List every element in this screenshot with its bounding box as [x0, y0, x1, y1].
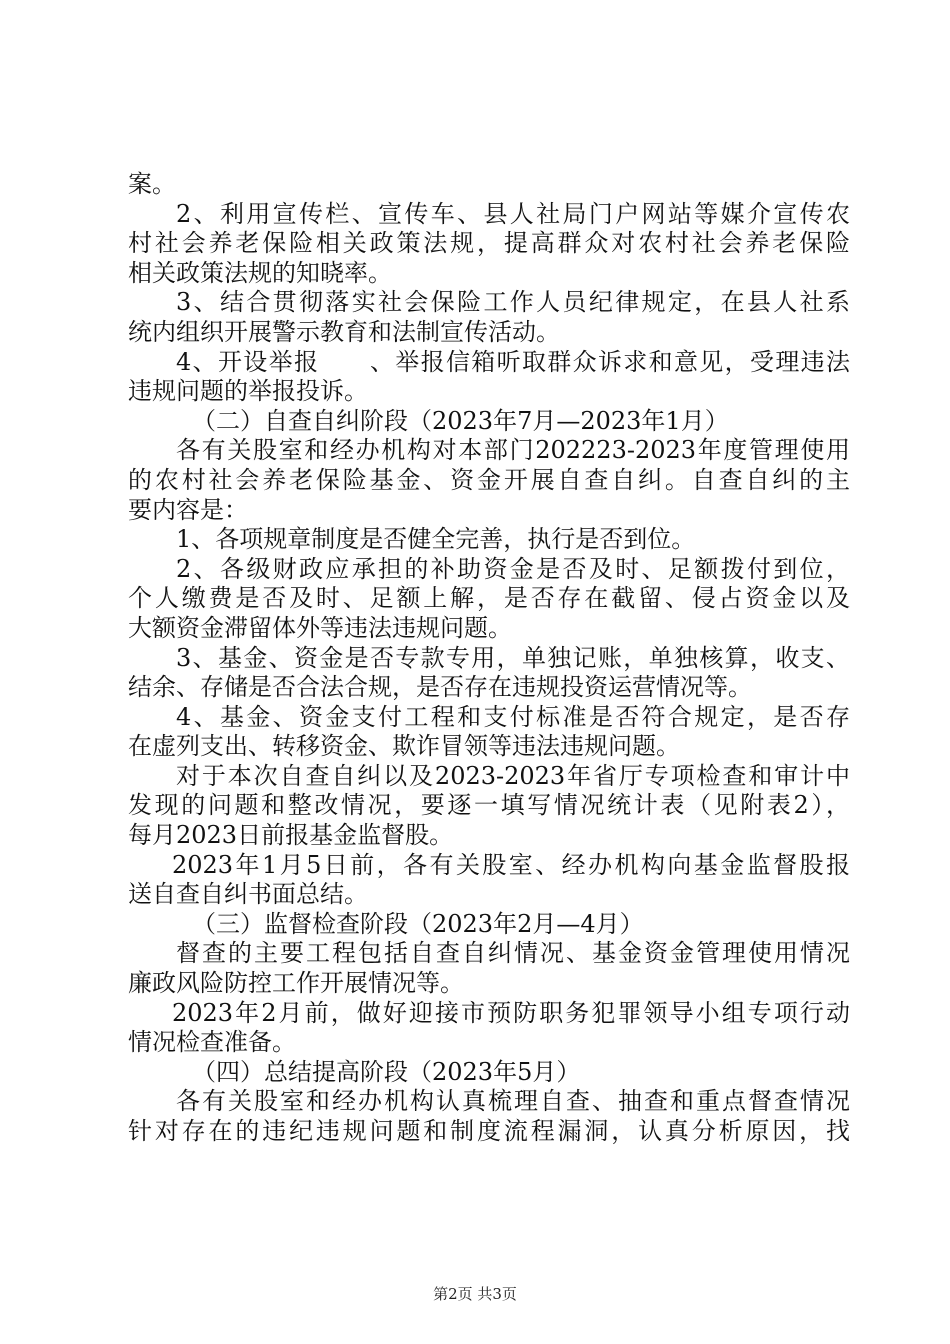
text-line: 违规问题的举报投诉。: [128, 377, 368, 406]
text-line: 送自查自纠书面总结。: [128, 880, 368, 909]
text-line: 个人缴费是否及时、足额上解，是否存在截留、侵占资金以及: [128, 584, 850, 613]
section-heading: （四）总结提高阶段（2023年5月）: [192, 1057, 581, 1086]
text-line: 发现的问题和整改情况，要逐一填写情况统计表（见附表2），: [128, 791, 850, 820]
section-heading: （二）自查自纠阶段（2023年7月—2023年1月）: [192, 406, 729, 435]
text-line: 针对存在的违纪违规问题和制度流程漏洞，认真分析原因，找: [128, 1117, 850, 1145]
text-line: 1、各项规章制度是否健全完善，执行是否到位。: [176, 525, 696, 554]
text-line: 案。: [128, 170, 176, 198]
text-line: 每月2023日前报基金监督股。: [128, 821, 454, 850]
text-line: 4、开设举报 、举报信箱听取群众诉求和意见，受理违法: [176, 347, 850, 376]
text-line: 2023年1月5日前，各有关股室、经办机构向基金监督股报: [172, 850, 850, 879]
text-line: 的农村社会养老保险基金、资金开展自查自纠。自查自纠的主: [128, 465, 850, 494]
text-line: 2023年2月前，做好迎接市预防职务犯罪领导小组专项行动: [172, 998, 850, 1027]
document-body: [128, 170, 850, 1147]
text-line: 3、基金、资金是否专款专用，单独记账，单独核算，收支、: [176, 643, 850, 672]
text-line: 要内容是：: [128, 495, 248, 524]
text-line: 结余、存储是否合法合规，是否存在违规投资运营情况等。: [128, 673, 752, 702]
text-line: 对于本次自查自纠以及2023-2023年省厅专项检查和审计中: [176, 761, 850, 790]
text-line: 3、结合贯彻落实社会保险工作人员纪律规定，在县人社系: [176, 288, 850, 317]
text-line: 在虚列支出、转移资金、欺诈冒领等违法违规问题。: [128, 732, 680, 761]
text-line: 廉政风险防控工作开展情况等。: [128, 969, 464, 998]
text-line: 大额资金滞留体外等违法违规问题。: [128, 613, 512, 642]
text-line: 统内组织开展警示教育和法制宣传活动。: [128, 317, 560, 346]
text-line: 2、各级财政应承担的补助资金是否及时、足额拨付到位，: [176, 554, 850, 583]
text-line: 4、基金、资金支付工程和支付标准是否符合规定，是否存: [176, 702, 850, 731]
text-line: 督查的主要工程包括自查自纠情况、基金资金管理使用情况: [176, 939, 850, 968]
text-line: 各有关股室和经办机构对本部门202223-2023年度管理使用: [176, 436, 850, 465]
text-line: 情况检查准备。: [128, 1028, 296, 1057]
page-footer: 第2页 共3页: [433, 1285, 517, 1303]
text-line: 村社会养老保险相关政策法规，提高群众对农村社会养老保险: [128, 229, 850, 258]
text-line: 2、利用宣传栏、宣传车、县人社局门户网站等媒介宣传农: [176, 199, 850, 228]
text-line: 相关政策法规的知晓率。: [128, 258, 392, 287]
section-heading: （三）监督检查阶段（2023年2月—4月）: [192, 909, 644, 938]
text-line: 各有关股室和经办机构认真梳理自查、抽查和重点督查情况: [176, 1087, 850, 1116]
